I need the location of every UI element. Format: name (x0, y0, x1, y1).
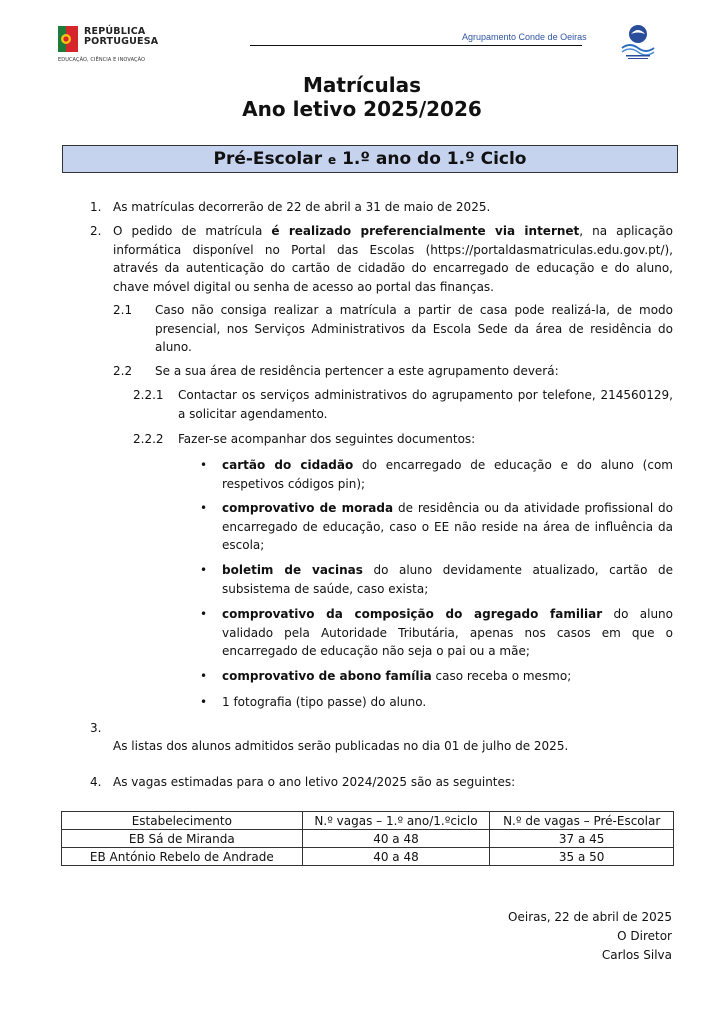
banner-connector: e (328, 153, 337, 167)
gov-name (84, 27, 158, 47)
bullet-dot: • (200, 563, 208, 577)
list-item-bold: comprovativo da composição do agregado familiar (222, 607, 603, 621)
banner-part2: 1.º ano do 1.º Ciclo (336, 149, 527, 169)
item-text-bold: é realizado preferencialmente via internet (271, 224, 580, 238)
table-cell: EB Sá de Miranda (62, 830, 303, 848)
item-text: As vagas estimadas para o ano letivo 2024/2025 são as seguintes: (113, 775, 516, 789)
section-banner (62, 145, 678, 173)
table-header-cell: N.º de vagas – Pré-Escolar (490, 812, 674, 830)
table-header-cell: Estabelecimento (62, 812, 303, 830)
signature-name: Carlos Silva (601, 948, 672, 962)
item-text: Se a sua área de residência pertencer a este agrupamento deverá: (155, 364, 559, 378)
list-item (222, 605, 673, 661)
table-row (62, 830, 674, 848)
government-logo (58, 26, 178, 70)
table-cell: 35 a 50 (490, 848, 674, 866)
gov-line2: PORTUGUESA (84, 36, 159, 47)
list-item-text: do aluno validado pela Autoridade Tributária, apenas nos casos em que o encarregado de educação não seja o pai ou a mãe; (222, 607, 674, 658)
item-number: 2.1 (113, 303, 133, 317)
item-text: Caso não consiga realizar a matrícula a partir de casa pode realizá-la, de modo presencial, nos Serviços Administrativos da Escola Sede da área de residência do aluno. (155, 303, 673, 354)
bullet-dot: • (200, 607, 208, 621)
list-item-bold: comprovativo de abono família (222, 669, 432, 683)
item-number: 2. (90, 224, 102, 238)
list-item (222, 456, 673, 493)
banner-part1: Pré-Escolar (213, 149, 329, 169)
table-row (62, 848, 674, 866)
bullet-dot: • (200, 501, 208, 515)
header-divider (250, 45, 582, 46)
list-item-bold: comprovativo de morada (222, 501, 394, 515)
item-text: As listas dos alunos admitidos serão publicadas no dia 01 de julho de 2025. (113, 739, 569, 753)
table-cell: EB António Rebelo de Andrade (62, 848, 303, 866)
gov-ministry: EDUCAÇÃO, CIÊNCIA E INOVAÇÃO (58, 57, 146, 63)
school-logo (618, 22, 658, 62)
signature-date: Oeiras, 22 de abril de 2025 (508, 910, 672, 924)
list-item (222, 667, 673, 686)
table-cell: 40 a 48 (302, 830, 490, 848)
item-number: 2.2.1 (133, 388, 164, 402)
page-title: Matrículas (302, 73, 422, 97)
list-item-text: do encarregado de educação e do aluno (com respetivos códigos pin); (222, 458, 673, 491)
bullet-dot: • (200, 695, 208, 709)
bullet-dot: • (200, 669, 208, 683)
vacancies-table (61, 811, 674, 866)
page-subtitle: Ano letivo 2025/2026 (242, 97, 482, 121)
item-number: 3. (90, 721, 102, 735)
table-header-cell: N.º vagas – 1.º ano/1.ºciclo (302, 812, 490, 830)
item-number: 4. (90, 775, 102, 789)
table-header-row (62, 812, 674, 830)
school-name: Agrupamento Conde de Oeiras (462, 32, 587, 42)
item-text (113, 222, 673, 296)
list-item-bold: cartão do cidadão (222, 458, 354, 472)
item-text: As matrículas decorrerão de 22 de abril a 31 de maio de 2025. (113, 200, 491, 214)
item-number: 2.2 (113, 364, 133, 378)
bullet-dot: • (200, 458, 208, 472)
table-cell: 40 a 48 (302, 848, 490, 866)
item-number: 1. (90, 200, 102, 214)
list-item (222, 693, 673, 712)
wave-logo-icon (618, 22, 658, 62)
list-item-text: 1 fotografia (tipo passe) do aluno. (222, 695, 427, 709)
flag-icon (58, 26, 78, 52)
item-text-pre: O pedido de matrícula (113, 224, 272, 238)
item-text-post: , na aplicação informática disponível no Portal das Escolas (https://portaldasmatriculas.edu.gov.pt/), através da autenticação do cartão de cidadão do encarregado de educação e do aluno, chave móvel digital ou senha de acesso ao portal das finanças. (113, 224, 673, 294)
list-item (222, 561, 673, 598)
list-item-text: caso receba o mesmo; (431, 669, 572, 683)
item-number: 2.2.2 (133, 432, 164, 446)
list-item-text: de residência ou da atividade profissional do encarregado de educação, caso o EE não reside na área de influência da escola; (222, 501, 674, 552)
list-item-bold: boletim de vacinas (222, 563, 363, 577)
gov-line1: REPÚBLICA (84, 26, 146, 37)
signature-role: O Diretor (617, 929, 672, 943)
item-text: Contactar os serviços administrativos do agrupamento por telefone, 214560129, a solicitar agendamento. (178, 388, 673, 421)
list-item-text: do aluno devidamente atualizado, cartão de subsistema de saúde, caso exista; (222, 563, 674, 596)
list-item (222, 499, 673, 555)
table-cell: 37 a 45 (490, 830, 674, 848)
item-text: Fazer-se acompanhar dos seguintes documentos: (178, 432, 476, 446)
